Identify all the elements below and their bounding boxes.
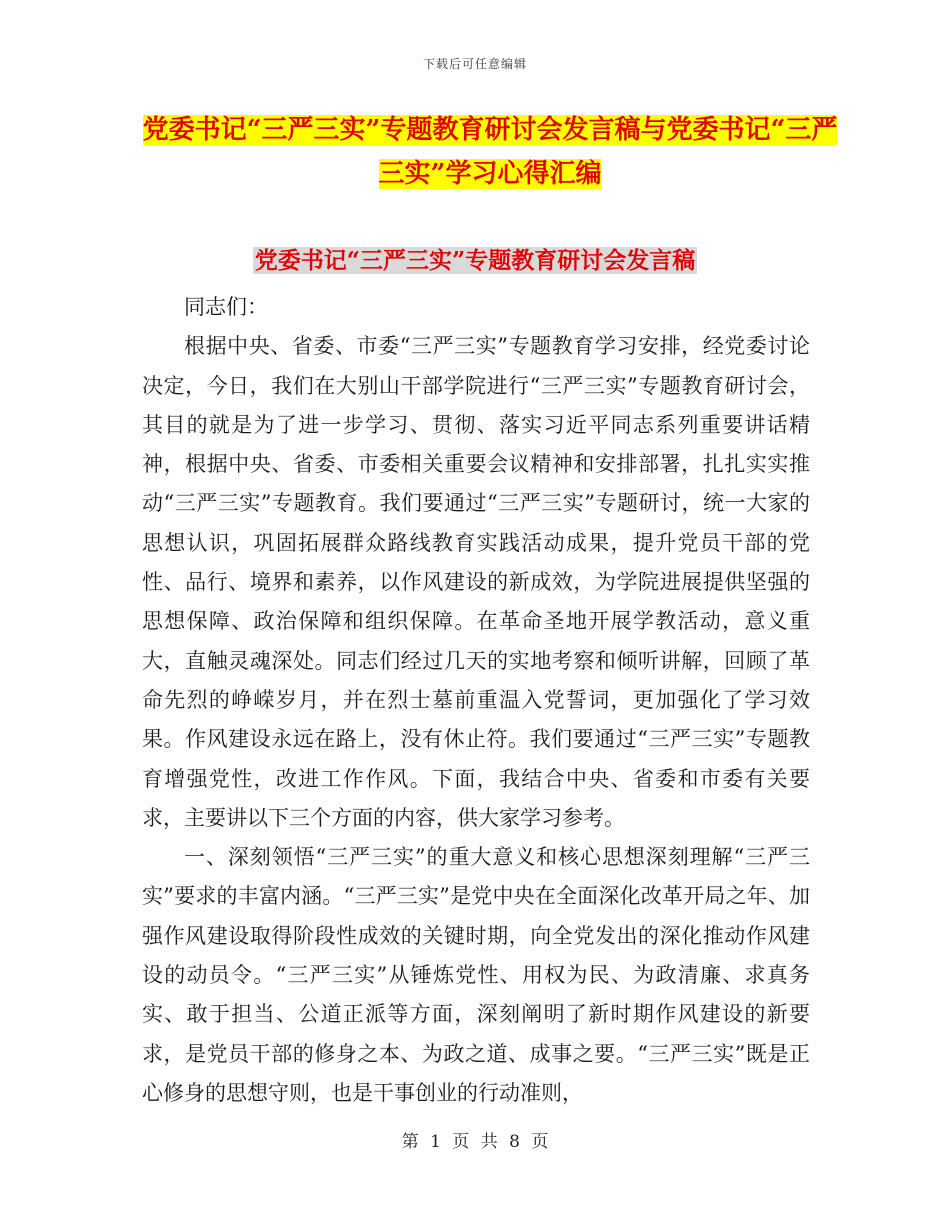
- paragraph: 根据中央、省委、市委“三严三实”专题教育学习安排，经党委讨论决定，今日，我们在大别山干部学院进行“三严三实”专题教育研讨会，其目的就是为了进一步学习、贯彻、落实习近平同志系列重要讲话精神，根据中央、省委、市委相关重要会议精神和安排部署，扎扎实实推动“三严三实”专题教育。我们要通过“三严三实”专题研讨，统一大家的思想认识，巩固拓展群众路线教育实践活动成果，提升党员干部的党性、品行、境界和素养，以作风建设的新成效，为学院进展提供坚强的思想保障、政治保障和组织保障。在革命圣地开展学教活动，意义重大，直触灵魂深处。同志们经过几天的实地考察和倾听讲解，回顾了革命先烈的峥嵘岁月，并在烈士墓前重温入党誓词，更加强化了学习效果。作风建设永远在路上，没有休止符。我们要通过“三严三实”专题教育增强党性，改进工作作风。下面，我结合中央、省委和市委有关要求，主要讲以下三个方面的内容，供大家学习参考。: [142, 334, 810, 830]
- section-title-text: 党委书记“三严三实”专题教育研讨会发言稿: [254, 247, 696, 274]
- salutation: 同志们：: [184, 295, 268, 319]
- paragraph: 一、深刻领悟“三严三实”的重大意义和核心思想深刻理解“三严三实”要求的丰富内涵。“三严三实”是党中央在全面深化改革开局之年、加强作风建设取得阶段性成效的关键时期，向全党发出的深化推动作风建设的动员令。“三严三实”从锤炼党性、用权为民、为政清廉、求真务实、敢于担当、公道正派等方面，深刻阐明了新时期作风建设的新要求，是党员干部的修身之本、为政之道、成事之要。“三严三实”既是正心修身的思想守则，也是干事创业的行动准则，: [142, 845, 810, 1105]
- document-title: [140, 108, 840, 196]
- header-note: 下载后可任意编辑: [422, 57, 527, 71]
- document-body: [142, 288, 810, 1113]
- section-title: [0, 243, 950, 279]
- document-title-text: 党委书记“三严三实”专题教育研讨会发言稿与党委书记“三严三实”学习心得汇编: [142, 115, 838, 189]
- page-number: 第 1 页 共 8 页: [401, 1132, 549, 1152]
